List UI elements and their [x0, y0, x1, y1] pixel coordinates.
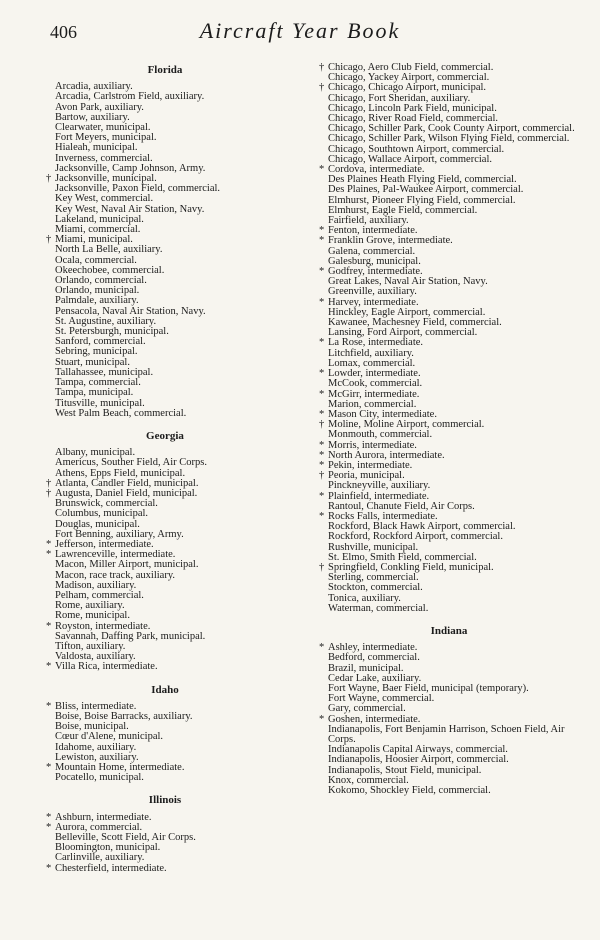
- entry-text: Hinckley, Eagle Airport, commercial.: [328, 306, 486, 318]
- entry-text: West Palm Beach, commercial.: [55, 407, 187, 419]
- entry-text: Miami, commercial.: [55, 224, 141, 236]
- entry-text: Monmouth, commercial.: [328, 429, 433, 441]
- entry-text: Bedford, commercial.: [328, 652, 420, 664]
- entry-marker: *: [319, 510, 325, 522]
- entry-text: Bloomington, municipal.: [55, 842, 161, 854]
- entry-text: Miami, municipal.: [55, 234, 133, 246]
- entry-marker: *: [319, 713, 325, 725]
- entry-text: La Rose, intermediate.: [328, 337, 424, 349]
- entry-text: Idahome, auxiliary.: [55, 741, 137, 753]
- entry-text: Tampa, commercial.: [55, 377, 141, 389]
- entry-text: Chicago, Aero Club Field, commercial.: [328, 62, 494, 73]
- entry-text: Boise, municipal.: [55, 721, 129, 733]
- entry-text: Americus, Souther Field, Air Corps.: [55, 457, 207, 469]
- entry-text: Indianapolis, Stout Field, municipal.: [328, 764, 482, 776]
- entry-text: Lewiston, auxiliary.: [55, 751, 139, 763]
- entry-text: Aurora, commercial.: [55, 821, 143, 833]
- entry-text: Ashley, intermediate.: [328, 642, 418, 654]
- entry-text: Douglas, municipal.: [55, 518, 140, 530]
- airport-entry: [45, 773, 285, 783]
- state-heading-georgia: Georgia: [146, 429, 184, 442]
- state-heading-idaho: Idaho: [151, 683, 179, 696]
- entry-text: Cœur d'Alene, municipal.: [55, 731, 164, 743]
- entry-text: Brazil, municipal.: [328, 662, 404, 674]
- entry-text: Belleville, Scott Field, Air Corps.: [55, 832, 196, 844]
- entry-text: Cordova, intermediate.: [328, 164, 425, 176]
- entry-marker: *: [319, 368, 325, 380]
- entry-text: Moline, Moline Airport, commercial.: [328, 419, 485, 431]
- entry-text: Pensacola, Naval Air Station, Navy.: [55, 305, 206, 317]
- entry-text: Key West, Naval Air Station, Navy.: [55, 203, 205, 215]
- entry-text: Chicago, Schiller Park, Cook County Airport, commercial.: [328, 123, 575, 135]
- entry-text: Des Plaines, Pal-Waukee Airport, commercial.: [328, 184, 524, 196]
- entry-text: Lowder, intermediate.: [328, 368, 421, 380]
- entry-marker: *: [319, 164, 325, 176]
- entry-marker: †: [319, 419, 325, 431]
- entry-text: Savannah, Daffing Park, municipal.: [55, 630, 206, 642]
- entry-marker: *: [319, 490, 325, 502]
- entry-text: McGirr, intermediate.: [328, 388, 420, 400]
- entry-text: Morris, intermediate.: [328, 439, 417, 451]
- entry-text: Rocks Falls, intermediate.: [328, 510, 438, 522]
- entry-text: Galena, commercial.: [328, 245, 416, 257]
- entry-text: Chicago, Southtown Airport, commercial.: [328, 143, 505, 155]
- entry-text: Bliss, intermediate.: [55, 700, 137, 712]
- entry-marker: *: [46, 762, 52, 773]
- entry-text: Franklin Grove, intermediate.: [328, 235, 453, 247]
- entry-text: Lawrenceville, intermediate.: [55, 549, 176, 561]
- entry-text: Macon, race track, auxiliary.: [55, 569, 176, 581]
- entry-text: Fort Wayne, Baer Field, municipal (temporary).: [328, 682, 529, 694]
- entry-marker: *: [46, 620, 52, 632]
- entry-text: Titusville, municipal.: [55, 397, 145, 409]
- entry-text: Rushville, municipal.: [328, 541, 419, 553]
- entry-text: Rome, auxiliary.: [55, 600, 125, 612]
- entry-text: Rockford, Black Hawk Airport, commercial.: [328, 521, 516, 533]
- entry-text: Lakeland, municipal.: [55, 213, 144, 225]
- entry-text: Pinckneyville, auxiliary.: [328, 480, 431, 492]
- entry-text: Indianapolis Capital Airways, commercial.: [328, 744, 508, 756]
- entry-text: Jacksonville, Paxon Field, commercial.: [55, 183, 221, 195]
- entry-text: Goshen, intermediate.: [328, 713, 421, 725]
- entry-text: Albany, municipal.: [55, 447, 136, 459]
- entry-text: Rantoul, Chanute Field, Air Corps.: [328, 500, 475, 512]
- entry-text: Kawanee, Machesney Field, commercial.: [328, 317, 502, 329]
- entry-text: Chicago, Lincoln Park Field, municipal.: [328, 102, 497, 114]
- entry-marker: *: [319, 642, 325, 654]
- entry-text: Chicago, Fort Sheridan, auxiliary.: [328, 92, 471, 104]
- entry-text: Carlinville, auxiliary.: [55, 852, 145, 864]
- state-heading-illinois: Illinois: [148, 794, 182, 807]
- entry-text: Villa Rica, intermediate.: [55, 661, 158, 673]
- entry-marker: *: [46, 700, 52, 712]
- left-column: [45, 63, 285, 874]
- entry-marker: *: [46, 549, 52, 561]
- entry-text: Okeechobee, commercial.: [55, 264, 165, 276]
- entry-text: Columbus, municipal.: [55, 508, 149, 520]
- entry-text: Rockford, Rockford Airport, commercial.: [328, 531, 503, 543]
- running-title: Aircraft Year Book: [199, 18, 401, 43]
- entry-text: Harvey, intermediate.: [328, 296, 419, 308]
- entry-marker: *: [319, 388, 325, 400]
- entry-text: Chicago, Chicago Airport, municipal.: [328, 82, 487, 94]
- entry-text: Macon, Miller Airport, municipal.: [55, 559, 199, 571]
- entry-text: Elmhurst, Eagle Field, commercial.: [328, 204, 478, 216]
- entry-text: St. Elmo, Smith Field, commercial.: [328, 551, 477, 563]
- entry-marker: †: [46, 173, 52, 185]
- entry-text: Pelham, commercial.: [55, 589, 144, 601]
- entry-text: Brunswick, commercial.: [55, 498, 158, 510]
- entry-text: Plainfield, intermediate.: [328, 490, 430, 502]
- entry-text: Greenville, auxiliary.: [328, 286, 417, 298]
- entry-text: Fort Wayne, commercial.: [328, 693, 435, 705]
- entry-text: McCook, commercial.: [328, 378, 423, 390]
- entry-marker: *: [319, 408, 325, 420]
- entry-marker: *: [46, 811, 52, 823]
- entry-marker: *: [46, 821, 52, 833]
- entry-text: Lomax, commercial.: [328, 357, 416, 369]
- entry-text: Rome, municipal.: [55, 610, 130, 622]
- entry-marker: †: [46, 487, 52, 499]
- state-heading-florida: Florida: [147, 64, 183, 76]
- entry-text: Cedar Lake, auxiliary.: [328, 672, 422, 684]
- entry-text: Mountain Home, intermediate.: [55, 762, 185, 773]
- entry-text: Elmhurst, Pioneer Flying Field, commercial.: [328, 194, 516, 206]
- entry-text: Fenton, intermediate.: [328, 225, 418, 237]
- airport-entry: [318, 604, 580, 614]
- entry-text: Knox, commercial.: [328, 774, 409, 786]
- entry-text: Athens, Epps Field, municipal.: [55, 467, 186, 479]
- entry-text: Sebring, municipal.: [55, 346, 138, 358]
- entry-text: Key West, commercial.: [55, 193, 154, 205]
- entry-text: Lansing, Ford Airport, commercial.: [328, 327, 478, 339]
- entry-text: North Aurora, intermediate.: [328, 449, 445, 461]
- entry-text: Des Plaines Heath Flying Field, commercial.: [328, 174, 517, 186]
- entry-text: Hialeah, municipal.: [55, 142, 138, 154]
- entry-text: Marion, commercial.: [328, 398, 417, 410]
- entry-text: Pekin, intermediate.: [328, 459, 413, 471]
- page-number: 406: [50, 22, 77, 42]
- entry-text: Springfield, Conkling Field, municipal.: [328, 561, 494, 573]
- entry-text: Palmdale, auxiliary.: [55, 295, 139, 307]
- entry-text: Tonica, auxiliary.: [328, 592, 401, 604]
- entry-marker: *: [319, 439, 325, 451]
- entry-text: Fort Benning, auxiliary, Army.: [55, 528, 184, 540]
- entry-marker: *: [319, 225, 325, 237]
- entry-text: Sterling, commercial.: [328, 572, 419, 584]
- entry-text: Chicago, River Road Field, commercial.: [328, 113, 498, 125]
- entry-marker: *: [319, 337, 325, 349]
- right-column: [318, 63, 580, 796]
- airport-entry: [45, 662, 285, 672]
- entry-marker: *: [319, 449, 325, 461]
- entry-text: Stuart, municipal.: [55, 356, 130, 368]
- entry-text: Gary, commercial.: [328, 703, 406, 715]
- entry-text: Orlando, commercial.: [55, 275, 147, 287]
- entry-marker: *: [46, 862, 52, 874]
- entry-text: Avon Park, auxiliary.: [55, 101, 144, 113]
- entry-text: Peoria, municipal.: [328, 470, 405, 482]
- entry-text: Sanford, commercial.: [55, 336, 146, 348]
- entry-text: Fairfield, auxiliary.: [328, 215, 409, 227]
- entry-marker: *: [319, 266, 325, 278]
- entry-text: Jacksonville, municipal.: [55, 173, 157, 185]
- entry-text: Indianapolis, Fort Benjamin Harrison, Schoen Field, Air Corps.: [328, 723, 565, 745]
- entry-text: Valdosta, auxiliary.: [55, 651, 136, 663]
- entry-text: Fort Meyers, municipal.: [55, 132, 157, 144]
- entry-text: Ocala, commercial.: [55, 254, 137, 266]
- entry-text: Boise, Boise Barracks, auxiliary.: [55, 710, 193, 722]
- entry-marker: *: [319, 296, 325, 308]
- entry-marker: †: [319, 470, 325, 482]
- entry-marker: *: [319, 459, 325, 471]
- entry-text: Galesburg, municipal.: [328, 255, 421, 267]
- entry-text: Bartow, auxiliary.: [55, 111, 130, 123]
- entry-text: Waterman, commercial.: [328, 602, 429, 614]
- entry-text: Chicago, Schiller Park, Wilson Flying Field, commercial.: [328, 133, 570, 145]
- entry-text: Indianapolis, Hoosier Airport, commercial.: [328, 754, 509, 766]
- entry-marker: †: [46, 477, 52, 489]
- entry-text: Chicago, Wallace Airport, commercial.: [328, 153, 492, 165]
- entry-text: Arcadia, Carlstrom Field, auxiliary.: [55, 91, 205, 103]
- entry-text: Inverness, commercial.: [55, 152, 153, 164]
- entry-text: Litchfield, auxiliary.: [328, 347, 414, 359]
- entry-text: St. Petersburgh, municipal.: [55, 326, 169, 338]
- entry-text: Jacksonville, Camp Johnson, Army.: [55, 162, 206, 174]
- entry-text: Royston, intermediate.: [55, 620, 151, 632]
- entry-text: Jefferson, intermediate.: [55, 538, 154, 550]
- entry-text: Clearwater, municipal.: [55, 122, 151, 134]
- airport-entry: [318, 725, 580, 745]
- entry-marker: †: [319, 82, 325, 94]
- entry-marker: *: [319, 235, 325, 247]
- entry-marker: †: [46, 234, 52, 246]
- airport-entry: [318, 786, 580, 796]
- entry-text: Pocatello, municipal.: [55, 772, 144, 784]
- entry-text: Orlando, municipal.: [55, 285, 140, 297]
- entry-text: North La Belle, auxiliary.: [55, 244, 163, 256]
- page-header: [50, 16, 550, 46]
- state-heading-indiana: Indiana: [430, 624, 468, 637]
- entry-marker: *: [46, 538, 52, 550]
- entry-marker: †: [319, 561, 325, 573]
- entry-text: St. Augustine, auxiliary.: [55, 315, 157, 327]
- entry-text: Chicago, Yackey Airport, commercial.: [328, 72, 490, 84]
- entry-text: Atlanta, Candler Field, municipal.: [55, 477, 199, 489]
- airport-entry: [45, 409, 285, 419]
- airport-entry: [45, 864, 285, 874]
- entry-text: Stockton, commercial.: [328, 582, 423, 594]
- entry-text: Madison, auxiliary.: [55, 579, 137, 591]
- entry-text: Augusta, Daniel Field, municipal.: [55, 487, 198, 499]
- entry-text: Great Lakes, Naval Air Station, Navy.: [328, 276, 488, 288]
- entry-text: Chesterfield, intermediate.: [55, 862, 167, 874]
- entry-text: Kokomo, Shockley Field, commercial.: [328, 785, 491, 797]
- entry-text: Ashburn, intermediate.: [55, 811, 152, 823]
- entry-text: Tallahassee, municipal.: [55, 366, 154, 378]
- entry-text: Tifton, auxiliary.: [55, 640, 126, 652]
- entry-text: Mason City, intermediate.: [328, 408, 437, 420]
- entry-text: Tampa, municipal.: [55, 387, 134, 399]
- entry-text: Arcadia, auxiliary.: [55, 81, 133, 93]
- entry-marker: *: [46, 661, 52, 673]
- entry-text: Godfrey, intermediate.: [328, 266, 423, 278]
- entry-marker: †: [319, 62, 325, 73]
